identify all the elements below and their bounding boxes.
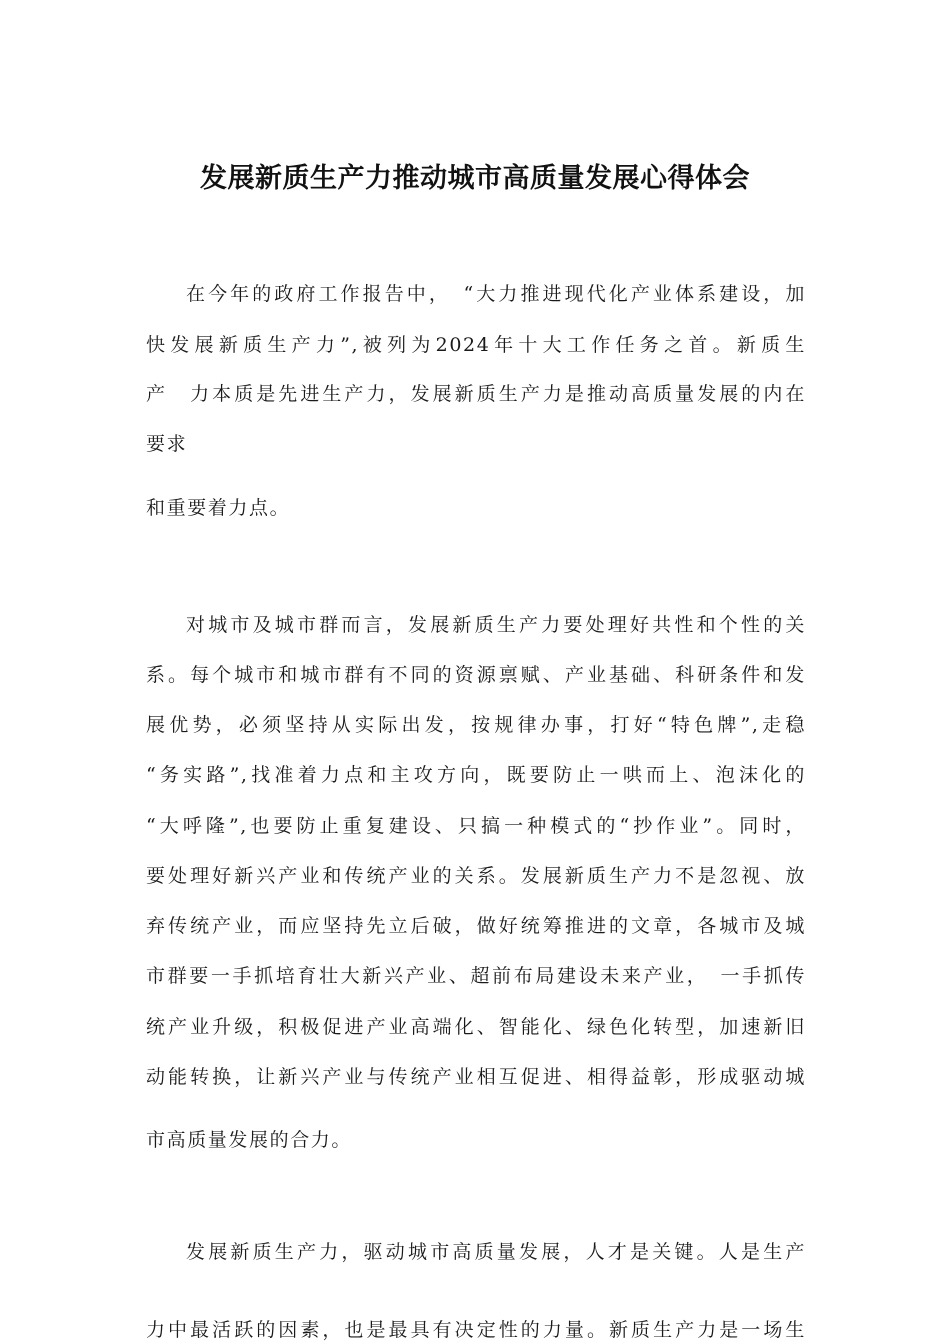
paragraph-2-line-9: 统产业升级，积极促进产业高端化、智能化、绿色化转型，加速新旧 <box>146 1016 806 1038</box>
paragraph-3-line-2: 力中最活跃的因素，也是最具有决定性的力量。新质生产力是一场生 <box>146 1319 806 1341</box>
paragraph-1-line-2: 快发展新质生产力”,被列为2024年十大工作任务之首。新质生 <box>146 334 806 356</box>
paragraph-2-line-11: 市高质量发展的合力。 <box>146 1129 353 1151</box>
paragraph-2-line-8: 市群要一手抓培育壮大新兴产业、超前布局建设未来产业， 一手抓传 <box>146 965 806 987</box>
paragraph-2-line-6: 要处理好新兴产业和传统产业的关系。发展新质生产力不是忽视、放 <box>146 865 806 887</box>
paragraph-1-line-1: 在今年的政府工作报告中， “大力推进现代化产业体系建设，加 <box>186 283 806 305</box>
paragraph-1-line-5: 和重要着力点。 <box>146 497 291 519</box>
paragraph-3-line-1: 发展新质生产力，驱动城市高质量发展，人才是关键。人是生产 <box>186 1241 806 1263</box>
paragraph-2-line-5: “大呼隆”,也要防止重复建设、只搞一种模式的“抄作业”。同时， <box>146 815 806 837</box>
paragraph-1-line-3: 产 力本质是先进生产力，发展新质生产力是推动高质量发展的内在 <box>146 383 806 405</box>
paragraph-2-line-2: 系。每个城市和城市群有不同的资源禀赋、产业基础、科研条件和发 <box>146 664 806 686</box>
paragraph-2-line-10: 动能转换，让新兴产业与传统产业相互促进、相得益彰，形成驱动城 <box>146 1066 806 1088</box>
paragraph-2-line-1: 对城市及城市群而言，发展新质生产力要处理好共性和个性的关 <box>186 614 806 636</box>
paragraph-1-line-4: 要求 <box>146 433 188 455</box>
document-title: 发展新质生产力推动城市高质量发展心得体会 <box>200 163 750 194</box>
paragraph-2-line-4: “务实路”,找准着力点和主攻方向，既要防止一哄而上、泡沫化的 <box>146 764 806 786</box>
paragraph-2-line-3: 展优势，必须坚持从实际出发，按规律办事，打好“特色牌”,走稳 <box>146 714 806 736</box>
paragraph-2-line-7: 弃传统产业，而应坚持先立后破，做好统筹推进的文章，各城市及城 <box>146 915 806 937</box>
